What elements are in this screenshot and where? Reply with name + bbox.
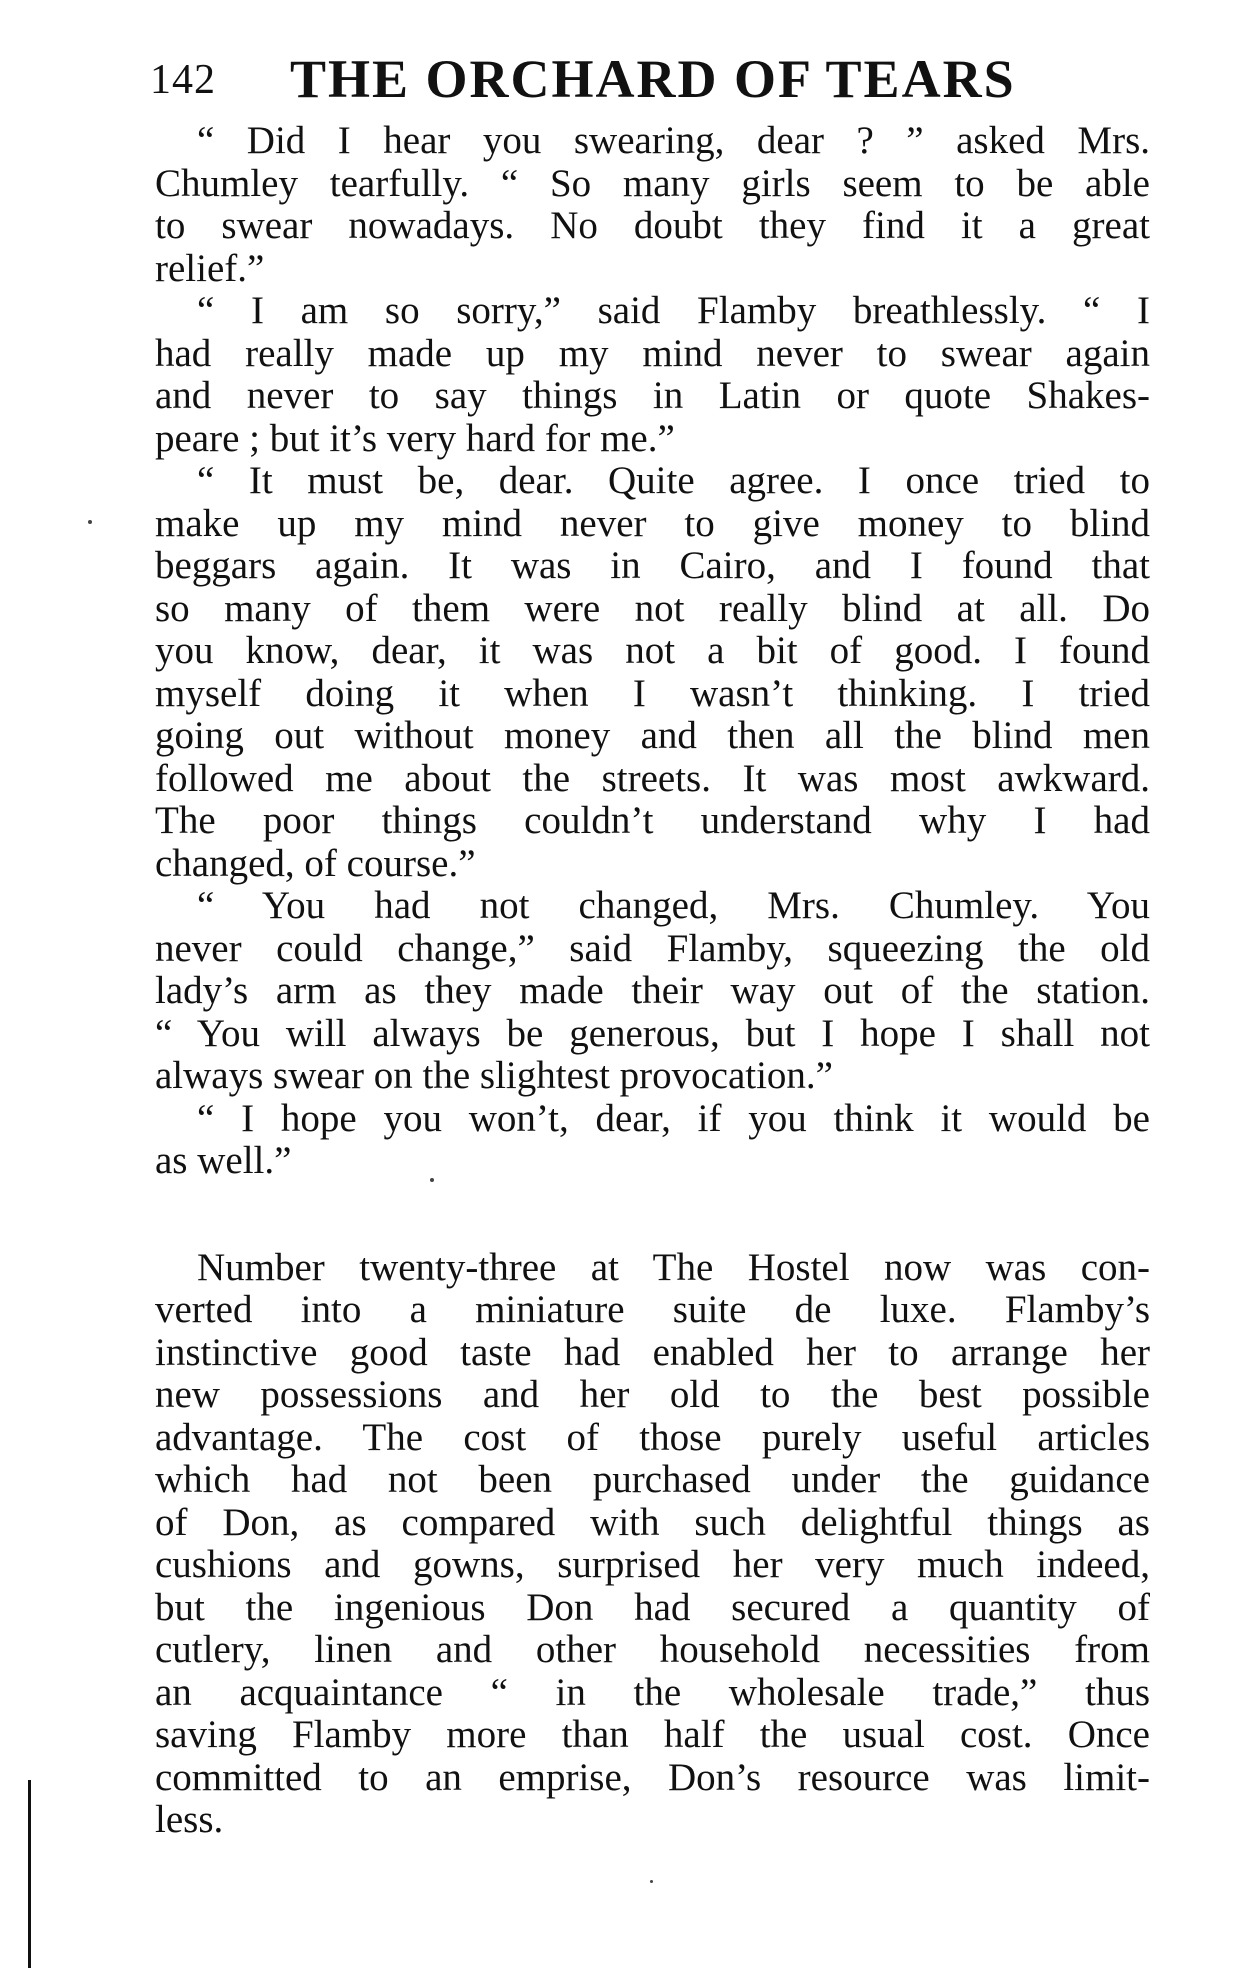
text-line: changed, of course.” [155, 841, 476, 885]
text-line: to swear nowadays. No doubt they find it a great [155, 204, 1150, 247]
text-line: “ You had not changed, Mrs. Chumley. You [197, 884, 1150, 927]
text-line: “ Did I hear you swearing, dear ? ” asked Mrs. [197, 119, 1150, 162]
section-break [155, 1183, 1150, 1247]
body-text [155, 120, 1150, 1842]
text-line: you know, dear, it was not a bit of good. I found [155, 629, 1150, 672]
text-line: “ It must be, dear. Quite agree. I once tried to [197, 459, 1150, 502]
text-line: followed me about the streets. It was most awkward. [155, 756, 1150, 800]
text-line: “ I hope you won’t, dear, if you think it would be [197, 1096, 1150, 1140]
text-line: peare ; but it’s very hard for me.” [155, 416, 675, 460]
text-line: relief.” [155, 246, 265, 290]
text-line: new possessions and her old to the best possible [155, 1373, 1150, 1416]
text-line: an acquaintance “ in the wholesale trade,” thus [155, 1670, 1150, 1714]
text-line: but the ingenious Don had secured a quantity of [155, 1585, 1150, 1629]
text-line: “ You will always be generous, but I hope I shall not [155, 1011, 1150, 1055]
margin-speck [430, 1178, 434, 1182]
margin-speck [88, 520, 92, 524]
text-line: and never to say things in Latin or quote Shakes- [155, 374, 1150, 417]
text-line: never could change,” said Flamby, squeezing the old [155, 926, 1150, 970]
text-line: lady’s arm as they made their way out of the station. [155, 969, 1150, 1012]
page-header [150, 48, 1020, 108]
text-line: which had not been purchased under the guidance [155, 1458, 1150, 1501]
text-line: going out without money and then all the blind men [155, 714, 1150, 757]
scan-edge-rule [28, 1780, 31, 1968]
running-title: THE ORCHARD OF TEARS [290, 49, 1016, 109]
text-line: verted into a miniature suite de luxe. Flamby’s [155, 1288, 1150, 1331]
text-line: cutlery, linen and other household necessities from [155, 1628, 1150, 1671]
text-line: had really made up my mind never to swear again [155, 331, 1150, 375]
text-line: saving Flamby more than half the usual cost. Once [155, 1713, 1150, 1756]
text-line: make up my mind never to give money to blind [155, 501, 1150, 545]
text-line: instinctive good taste had enabled her to arrange her [155, 1330, 1150, 1374]
text-line: “ I am so sorry,” said Flamby breathlessly. “ I [197, 289, 1150, 332]
text-line: committed to an emprise, Don’s resource was limit- [155, 1755, 1150, 1799]
text-line: advantage. The cost of those purely useful articles [155, 1415, 1150, 1459]
text-line: as well.” [155, 1139, 292, 1182]
text-line: less. [155, 1798, 224, 1841]
text-line: always swear on the slightest provocation.” [155, 1054, 833, 1097]
page-number: 142 [150, 57, 216, 103]
margin-speck [650, 1880, 653, 1883]
text-line: Chumley tearfully. “ So many girls seem to be able [155, 161, 1150, 205]
text-line: beggars again. It was in Cairo, and I found that [155, 544, 1150, 587]
text-line: The poor things couldn’t understand why I had [155, 799, 1150, 842]
text-line: Number twenty-three at The Hostel now was con- [197, 1245, 1150, 1289]
text-line: myself doing it when I wasn’t thinking. I tried [155, 671, 1150, 715]
text-line: cushions and gowns, surprised her very much indeed, [155, 1543, 1150, 1586]
text-line: so many of them were not really blind at all. Do [155, 586, 1150, 630]
text-line: of Don, as compared with such delightful things as [155, 1500, 1150, 1544]
